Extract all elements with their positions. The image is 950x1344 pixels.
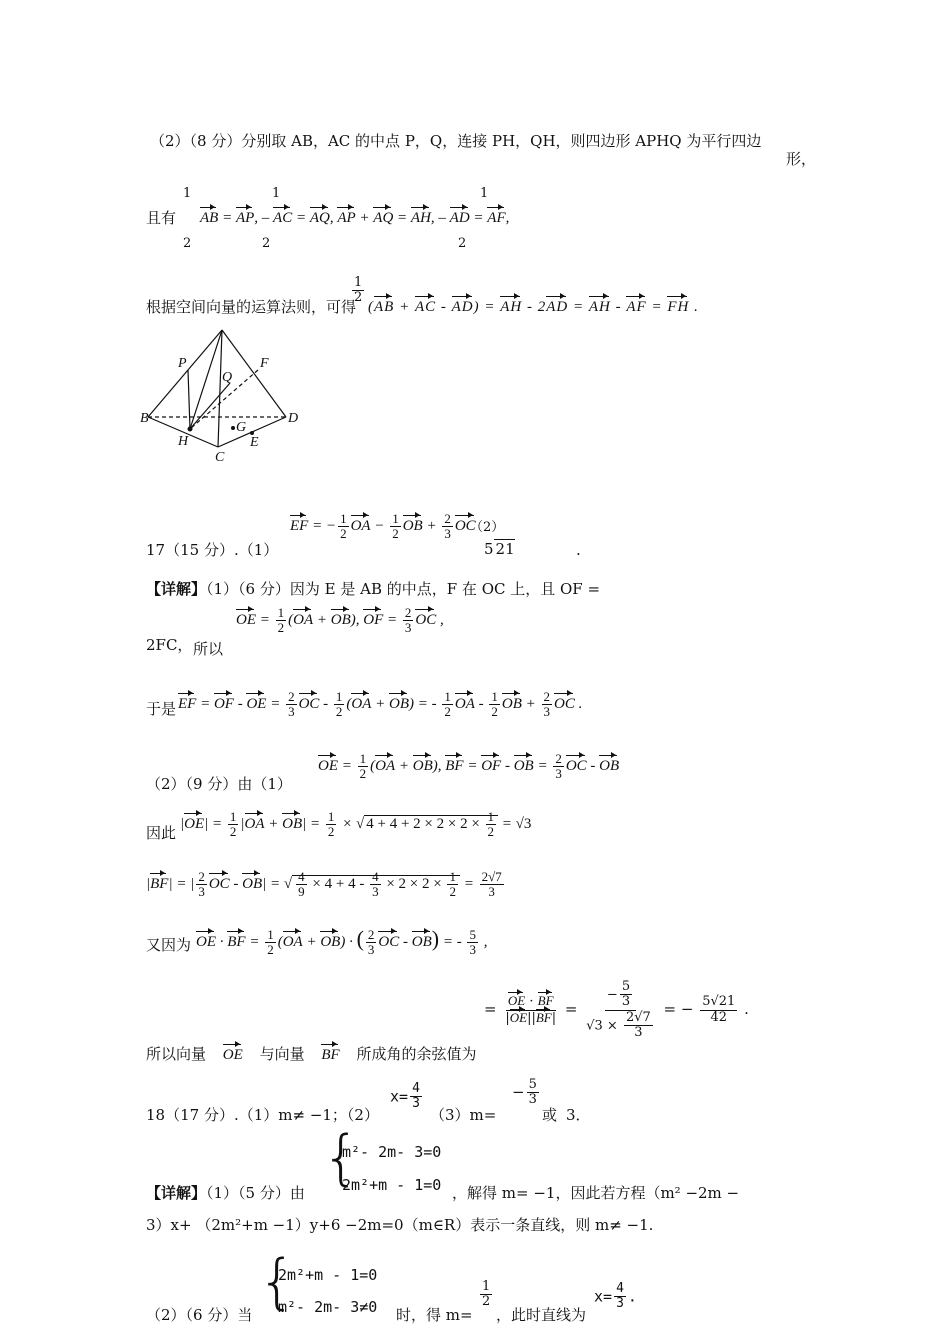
- label-c: C: [215, 450, 225, 465]
- p2-line3-eq: (AB + AC - AD) = AH - 2AD = AH - AF = FH .: [368, 299, 699, 315]
- label-b: B: [140, 411, 149, 426]
- q17-ef-eq: EF = OF - OE = $\frac{2}{3}$ OC - $\frac{1}{2}$ (OA + OB) = - $\frac{1}{2}$ OA - $\frac{1}{2}$ OB + $\frac{2}{3}$ OC .: [178, 689, 583, 720]
- half-den-1: 2: [183, 236, 192, 251]
- p2-line1-wrap: 形，: [786, 150, 817, 168]
- half-num-2: 1: [272, 186, 281, 201]
- p2-line2-prefix: 且有: [146, 209, 177, 227]
- label-e: E: [250, 435, 259, 450]
- q18-sys2-brace: {: [258, 1247, 297, 1317]
- pyramid-figure: [140, 325, 310, 465]
- p2-frac-den: 2: [354, 290, 363, 306]
- label-h: H: [178, 434, 189, 449]
- q18-x-eq: x= $\frac{4}{3}$ .: [594, 1281, 637, 1312]
- q17-part2-intro: （2）（9 分）由（1）: [146, 775, 292, 793]
- q18-sys2-b: m²- 2m- 3≠0: [278, 1298, 378, 1316]
- q17-yinci: 因此: [146, 824, 177, 842]
- q18-m-ans: − $\frac{5}{3}$: [512, 1077, 537, 1108]
- label-f: F: [260, 356, 269, 371]
- q18-sys1-b: 2m²+m - 1=0: [342, 1176, 442, 1194]
- q17-dot: .: [576, 541, 581, 559]
- q18-sys2-a: 2m²+m - 1=0: [278, 1266, 378, 1284]
- label-q: Q: [222, 370, 233, 385]
- q17-oe-norm: |OE| = $\frac{1}{2}$ |OA + OB| = $\frac{1}{2}$ × √ 4 + 4 + 2 × 2 × 2 × $\frac{1}{2}$ = √3: [180, 809, 532, 840]
- half-num-3: 1: [480, 186, 489, 201]
- p2-line1: （2）（8 分）分别取 AB，AC 的中点 P，Q，连接 PH，QH，则四边形 APHQ 为平行四边: [150, 132, 762, 150]
- q18-detail2-post: ，此时直线为: [496, 1306, 587, 1324]
- q17-part2-label: （2）: [470, 520, 505, 535]
- p2-line2-eq: AB = AP, – AC = AQ, AP + AQ = AH, – AD = AF,: [200, 210, 510, 226]
- q18-part3: （3）m=: [430, 1106, 497, 1124]
- q17-conclusion-a: 所以向量: [146, 1045, 207, 1063]
- q17-conclusion-b: 与向量: [259, 1045, 305, 1063]
- q17-detail1: [146, 580, 600, 598]
- q18-detail-label: 【详解】: [146, 1184, 207, 1202]
- q17-yushi: 于是: [146, 700, 177, 718]
- p2-line3-frac: [350, 276, 366, 306]
- q17-conclusion-c: 所成角的余弦值为: [356, 1045, 477, 1063]
- q18-sys1-a: m²- 2m- 3=0: [342, 1143, 442, 1161]
- label-g: G: [236, 420, 247, 435]
- label-d: D: [288, 411, 299, 426]
- q17-detail1-text: （1）（6 分）因为 E 是 AB 的中点，F 在 OC 上，且 OF =: [206, 580, 601, 598]
- half-den-3: 2: [458, 236, 467, 251]
- q18-detail1-line2: 3）x+ （2m²+m −1）y+6 −2m=0（m∈R）表示一条直线，则 m≠ −1.: [146, 1216, 654, 1234]
- q17-conclusion: 所以向量 OE 与向量 BF 所成角的余弦值为: [146, 1045, 477, 1063]
- q17-cos-eq: = $\frac{OE \cdot BF}{|OE||BF|}$ = − $\frac{5}{3}$ √3 × $\frac{2√7}{3}$ = − $\frac{5√21}{42}$ .: [484, 979, 749, 1040]
- q17-answer2: 5 21: [484, 540, 515, 558]
- q18-detail2-pre: （2）（6 分）当: [146, 1306, 253, 1324]
- q17-youyin: 又因为: [146, 936, 192, 954]
- q17-answer1: EF = − $\frac{1}{2}$ OA − $\frac{1}{2}$ OB + $\frac{2}{3}$ OC: [290, 511, 476, 542]
- q17-part2-eq: OE = $\frac{1}{2}$ (OA + OB), BF = OF - OB = $\frac{2}{3}$ OC - OB: [318, 751, 620, 782]
- label-p: P: [178, 356, 187, 371]
- half-num-1: 1: [183, 186, 192, 201]
- q18-detail1-post: ，解得 m= −1，因此若方程（m² −2m −: [452, 1184, 740, 1202]
- q17-head: 17（15 分）.（1）: [146, 541, 279, 559]
- q18-m-half: $\frac{1}{2}$: [482, 1279, 491, 1310]
- q18-or: 或: [542, 1106, 558, 1124]
- q17-dot-eq: OE · BF = $\frac{1}{2}$ (OA + OB) · ( $\frac{2}{3}$ OC - OB) = - $\frac{5}{3}$ ,: [196, 926, 488, 958]
- q18-x-ans: x= $\frac{4}{3}$: [390, 1081, 420, 1112]
- q18-three: 3．: [566, 1106, 591, 1124]
- q18-sys1-brace: {: [322, 1123, 361, 1193]
- q17-bf-norm: |BF| = | $\frac{2}{3}$ OC - OB| = √ $\frac{4}{9}$ × 4 + 4 - $\frac{4}{3}$ × 2 × 2 × $\frac{1}{2}$ = $\frac{2√7}{3}$: [146, 869, 502, 900]
- q17-detail-label: 【详解】: [146, 580, 207, 598]
- q17-detail1b: 2FC，: [146, 636, 193, 654]
- p2-line3-prefix: 根据空间向量的运算法则，可得: [146, 298, 357, 316]
- q18-detail1: [146, 1184, 305, 1202]
- p2-frac-num: 1: [354, 275, 363, 290]
- q17-detail1c: 所以: [193, 640, 224, 658]
- q18-detail2-mid: 时，得 m=: [396, 1306, 473, 1324]
- q18-detail1-pre: （1）（5 分）由: [206, 1184, 305, 1202]
- half-den-2: 2: [262, 236, 271, 251]
- q17-oe-eq: OE = $\frac{1}{2}$ (OA + OB), OF = $\frac{2}{3}$ OC ,: [236, 605, 444, 636]
- q18-head: 18（17 分）.（1）m≠ −1；（2）: [146, 1106, 379, 1124]
